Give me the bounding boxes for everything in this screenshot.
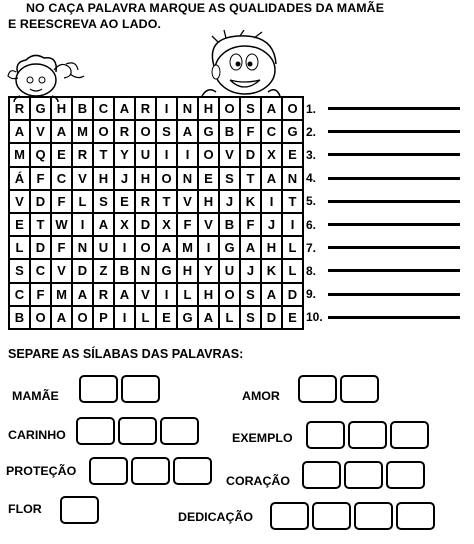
grid-letter[interactable]: R <box>135 97 156 120</box>
grid-letter[interactable]: R <box>114 120 135 143</box>
grid-letter[interactable]: U <box>219 259 240 282</box>
grid-letter[interactable]: Y <box>198 259 219 282</box>
grid-letter[interactable]: M <box>72 120 93 143</box>
answer-line[interactable] <box>328 177 460 180</box>
grid-letter[interactable]: L <box>72 190 93 213</box>
grid-letter[interactable]: L <box>9 236 30 259</box>
grid-letter[interactable]: A <box>114 97 135 120</box>
answer-row <box>306 306 470 329</box>
grid-letter[interactable]: O <box>219 97 240 120</box>
grid-letter[interactable]: M <box>51 283 72 306</box>
answer-row <box>306 190 470 213</box>
grid-letter[interactable]: N <box>135 259 156 282</box>
answer-line[interactable] <box>328 316 460 319</box>
grid-letter[interactable]: R <box>135 190 156 213</box>
grid-letter[interactable]: R <box>93 283 114 306</box>
syllable-box[interactable] <box>270 502 309 530</box>
grid-letter[interactable]: A <box>261 167 282 190</box>
flor-syllable-boxes <box>60 496 102 524</box>
grid-letter[interactable]: C <box>261 120 282 143</box>
answer-line[interactable] <box>328 130 460 133</box>
grid-letter[interactable]: A <box>198 306 219 329</box>
grid-letter[interactable]: A <box>51 120 72 143</box>
grid-letter[interactable]: H <box>51 97 72 120</box>
grid-letter[interactable]: V <box>198 213 219 236</box>
answer-row <box>306 259 470 282</box>
instructions-title <box>8 0 468 32</box>
grid-letter[interactable]: S <box>240 283 261 306</box>
syllable-box[interactable] <box>60 496 99 524</box>
answer-row <box>306 213 470 236</box>
answer-number: 1. <box>306 101 317 116</box>
grid-letter[interactable]: O <box>72 306 93 329</box>
answer-number: 9. <box>306 287 317 302</box>
grid-letter[interactable]: A <box>9 120 30 143</box>
grid-letter[interactable]: P <box>93 306 114 329</box>
grid-letter[interactable]: E <box>282 306 303 329</box>
grid-letter[interactable]: J <box>240 259 261 282</box>
grid-letter[interactable]: F <box>30 167 51 190</box>
grid-letter[interactable]: Y <box>114 143 135 166</box>
word-search-grid <box>8 96 304 330</box>
grid-letter[interactable]: I <box>114 306 135 329</box>
answer-row <box>306 120 470 143</box>
grid-letter[interactable]: I <box>114 236 135 259</box>
grid-letter[interactable]: A <box>72 283 93 306</box>
grid-letter[interactable]: W <box>51 213 72 236</box>
instructions-line-1: NO CAÇA PALAVRA MARQUE AS QUALIDADES DA MAMÃE <box>26 1 385 15</box>
grid-letter[interactable]: A <box>156 236 177 259</box>
grid-letter[interactable]: G <box>156 259 177 282</box>
answer-number: 8. <box>306 263 317 278</box>
answer-number: 7. <box>306 240 317 255</box>
grid-letter[interactable]: T <box>240 167 261 190</box>
grid-letter[interactable]: C <box>9 283 30 306</box>
answer-line[interactable] <box>328 269 460 272</box>
dedicacao-syllable-boxes <box>270 502 438 530</box>
instructions-line-2: E REESCREVA AO LADO. <box>8 17 161 31</box>
grid-letter[interactable]: O <box>198 143 219 166</box>
syllable-box[interactable] <box>160 417 199 445</box>
answer-lines <box>306 97 470 329</box>
grid-letter[interactable]: Z <box>93 259 114 282</box>
grid-letter[interactable]: I <box>177 143 198 166</box>
word-amor: AMOR <box>242 389 280 403</box>
grid-letter[interactable]: B <box>219 120 240 143</box>
grid-letter[interactable]: N <box>177 167 198 190</box>
grid-letter[interactable]: X <box>261 143 282 166</box>
grid-letter[interactable]: V <box>177 190 198 213</box>
boy-illustration <box>196 30 294 102</box>
grid-letter[interactable]: O <box>156 167 177 190</box>
grid-letter[interactable]: I <box>156 143 177 166</box>
word-exemplo: EXEMPLO <box>232 431 293 445</box>
grid-letter[interactable]: B <box>114 259 135 282</box>
grid-letter[interactable]: V <box>72 167 93 190</box>
answer-row <box>306 236 470 259</box>
syllable-box[interactable] <box>340 375 379 403</box>
answer-number: 3. <box>306 147 317 162</box>
grid-letter[interactable]: E <box>156 306 177 329</box>
grid-letter[interactable]: O <box>93 120 114 143</box>
grid-letter[interactable]: U <box>93 236 114 259</box>
grid-letter[interactable]: E <box>282 143 303 166</box>
syllable-box[interactable] <box>118 417 157 445</box>
grid-letter[interactable]: L <box>177 283 198 306</box>
answer-number: 2. <box>306 124 317 139</box>
grid-letter[interactable]: X <box>156 213 177 236</box>
word-coracao: CORAÇÃO <box>226 474 291 488</box>
grid-letter[interactable]: M <box>177 236 198 259</box>
grid-letter[interactable]: Q <box>30 143 51 166</box>
grid-letter[interactable]: D <box>72 259 93 282</box>
syllable-box[interactable] <box>298 375 337 403</box>
grid-letter[interactable]: A <box>114 283 135 306</box>
grid-letter[interactable]: B <box>72 97 93 120</box>
grid-letter[interactable]: Á <box>9 167 30 190</box>
grid-letter[interactable]: K <box>261 259 282 282</box>
word-protecao: PROTEÇÃO <box>6 464 77 478</box>
answer-number: 5. <box>306 194 317 209</box>
grid-letter[interactable]: T <box>282 190 303 213</box>
grid-letter[interactable]: F <box>30 283 51 306</box>
grid-letter[interactable]: G <box>30 97 51 120</box>
grid-letter[interactable]: A <box>93 213 114 236</box>
grid-letter[interactable]: S <box>240 97 261 120</box>
grid-letter[interactable]: G <box>219 236 240 259</box>
grid-letter[interactable]: O <box>135 236 156 259</box>
grid-letter[interactable]: X <box>114 213 135 236</box>
grid-letter[interactable]: V <box>30 120 51 143</box>
grid-letter[interactable]: I <box>282 213 303 236</box>
syllable-box[interactable] <box>354 502 393 530</box>
grid-letter[interactable]: O <box>135 120 156 143</box>
grid-letter[interactable]: O <box>30 306 51 329</box>
grid-letter[interactable]: I <box>156 283 177 306</box>
protecao-syllable-boxes <box>89 457 215 485</box>
mamae-syllable-boxes <box>79 375 163 403</box>
grid-letter[interactable]: I <box>261 190 282 213</box>
word-mamae: MAMÃE <box>12 389 59 403</box>
grid-letter[interactable]: S <box>219 167 240 190</box>
syllable-box[interactable] <box>344 461 383 489</box>
grid-letter[interactable]: J <box>261 213 282 236</box>
grid-letter[interactable]: L <box>282 236 303 259</box>
grid-letter[interactable]: S <box>156 120 177 143</box>
grid-letter[interactable]: A <box>51 306 72 329</box>
grid-letter[interactable]: J <box>114 167 135 190</box>
answer-row <box>306 167 470 190</box>
grid-letter[interactable]: L <box>135 306 156 329</box>
grid-letter[interactable]: L <box>282 259 303 282</box>
syllable-box[interactable] <box>348 421 387 449</box>
grid-letter[interactable]: D <box>30 236 51 259</box>
grid-letter[interactable]: V <box>135 283 156 306</box>
grid-letter[interactable]: N <box>72 236 93 259</box>
grid-letter[interactable]: S <box>93 190 114 213</box>
syllable-box[interactable] <box>131 457 170 485</box>
grid-letter[interactable]: G <box>198 120 219 143</box>
grid-letter[interactable]: D <box>30 190 51 213</box>
grid-letter[interactable]: S <box>240 306 261 329</box>
syllable-box[interactable] <box>89 457 128 485</box>
word-carinho: CARINHO <box>8 428 66 442</box>
grid-letter[interactable]: F <box>240 120 261 143</box>
word-flor: FLOR <box>8 502 42 516</box>
carinho-syllable-boxes <box>76 417 202 445</box>
grid-letter[interactable]: K <box>240 190 261 213</box>
grid-letter[interactable]: H <box>135 167 156 190</box>
grid-letter[interactable]: F <box>51 236 72 259</box>
coracao-syllable-boxes <box>302 461 428 489</box>
grid-letter[interactable]: L <box>219 306 240 329</box>
answer-line[interactable] <box>328 246 460 249</box>
grid-letter[interactable]: M <box>9 143 30 166</box>
answer-row <box>306 143 470 166</box>
grid-letter[interactable]: N <box>282 167 303 190</box>
grid-letter[interactable]: O <box>219 283 240 306</box>
answer-number: 10. <box>306 310 323 325</box>
syllable-box[interactable] <box>312 502 351 530</box>
girl-illustration <box>4 44 90 102</box>
grid-letter[interactable]: A <box>240 236 261 259</box>
word-dedicacao: DEDICAÇÃO <box>178 510 254 524</box>
syllable-box[interactable] <box>76 417 115 445</box>
syllable-box[interactable] <box>386 461 425 489</box>
syllable-box[interactable] <box>390 421 429 449</box>
amor-syllable-boxes <box>298 375 382 403</box>
answer-line[interactable] <box>328 107 460 110</box>
grid-letter[interactable]: T <box>30 213 51 236</box>
grid-letter[interactable]: A <box>261 283 282 306</box>
grid-letter[interactable]: H <box>93 167 114 190</box>
grid-letter[interactable]: E <box>114 190 135 213</box>
grid-letter[interactable]: H <box>198 283 219 306</box>
grid-letter[interactable]: H <box>177 259 198 282</box>
grid-letter[interactable]: U <box>135 143 156 166</box>
answer-number: 4. <box>306 171 317 186</box>
grid-letter[interactable]: C <box>93 97 114 120</box>
grid-letter[interactable]: A <box>177 120 198 143</box>
grid-letter[interactable]: A <box>261 97 282 120</box>
grid-letter[interactable]: T <box>93 143 114 166</box>
grid-letter[interactable]: D <box>135 213 156 236</box>
syllable-box[interactable] <box>302 461 341 489</box>
grid-letter[interactable]: G <box>282 120 303 143</box>
syllables-title: SEPARE AS SÍLABAS DAS PALAVRAS: <box>8 347 244 361</box>
grid-letter[interactable]: H <box>261 236 282 259</box>
syllable-box[interactable] <box>396 502 435 530</box>
syllable-box[interactable] <box>173 457 212 485</box>
grid-letter[interactable]: E <box>198 167 219 190</box>
grid-letter[interactable]: I <box>72 213 93 236</box>
answer-line[interactable] <box>328 223 460 226</box>
answer-line[interactable] <box>328 200 460 203</box>
grid-letter[interactable]: T <box>156 190 177 213</box>
grid-letter[interactable]: E <box>9 213 30 236</box>
exemplo-syllable-boxes <box>306 421 432 449</box>
answer-line[interactable] <box>328 293 460 296</box>
answer-row <box>306 283 470 306</box>
answer-row <box>306 97 470 120</box>
grid-letter[interactable]: V <box>219 143 240 166</box>
grid-letter[interactable]: I <box>156 97 177 120</box>
grid-letter[interactable]: R <box>9 97 30 120</box>
grid-letter[interactable]: O <box>282 97 303 120</box>
grid-letter[interactable]: B <box>9 306 30 329</box>
grid-letter[interactable]: G <box>177 306 198 329</box>
grid-letter[interactable]: F <box>240 213 261 236</box>
grid-letter[interactable]: J <box>219 190 240 213</box>
grid-letter[interactable]: S <box>9 259 30 282</box>
grid-letter[interactable]: D <box>282 283 303 306</box>
syllable-box[interactable] <box>121 375 160 403</box>
grid-letter[interactable]: D <box>261 306 282 329</box>
grid-letter[interactable]: I <box>198 236 219 259</box>
grid-letter[interactable]: R <box>72 143 93 166</box>
grid-letter[interactable]: B <box>219 213 240 236</box>
syllable-box[interactable] <box>79 375 118 403</box>
answer-number: 6. <box>306 217 317 232</box>
grid-letter[interactable]: D <box>240 143 261 166</box>
syllable-box[interactable] <box>306 421 345 449</box>
grid-letter[interactable]: C <box>30 259 51 282</box>
grid-letter[interactable]: H <box>198 97 219 120</box>
answer-line[interactable] <box>328 153 460 156</box>
grid-letter[interactable]: N <box>177 97 198 120</box>
grid-letter[interactable]: F <box>51 190 72 213</box>
grid-letter[interactable]: F <box>177 213 198 236</box>
grid-letter[interactable]: E <box>51 143 72 166</box>
grid-letter[interactable]: H <box>198 190 219 213</box>
grid-letter[interactable]: V <box>51 259 72 282</box>
grid-letter[interactable]: V <box>9 190 30 213</box>
grid-letter[interactable]: C <box>51 167 72 190</box>
